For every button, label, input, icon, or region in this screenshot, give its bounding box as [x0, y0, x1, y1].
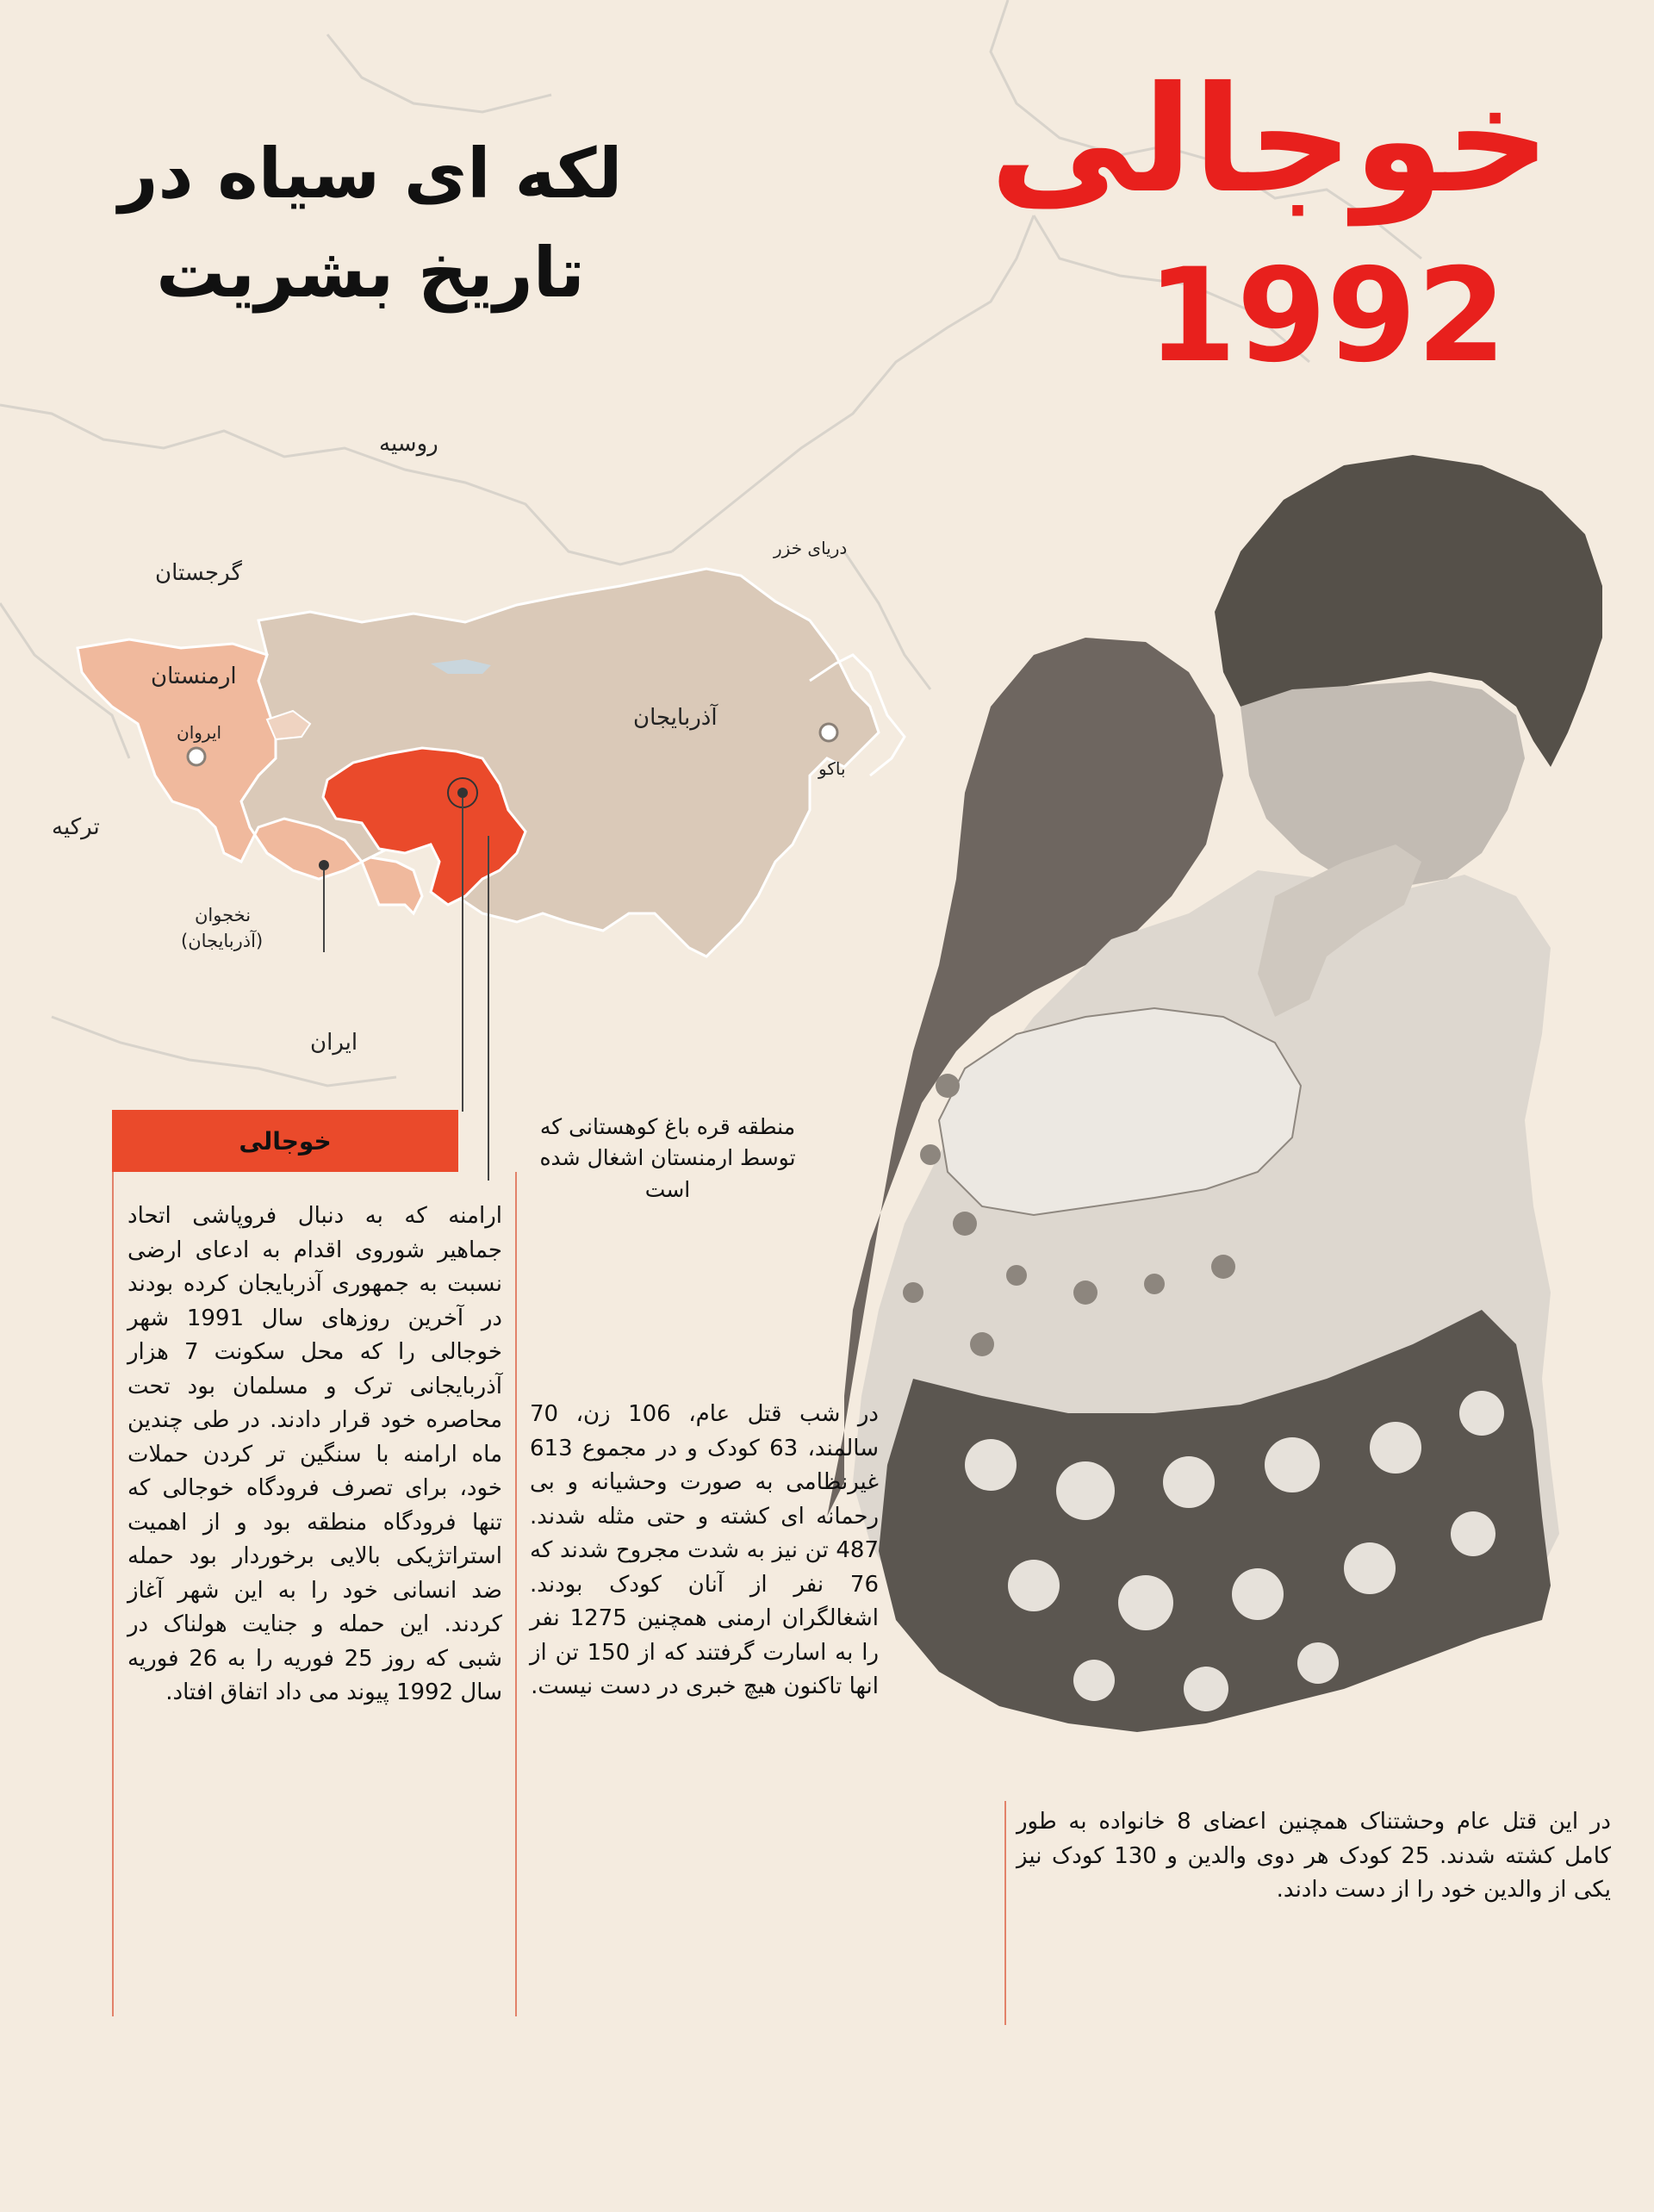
- label-russia: روسیه: [379, 431, 438, 457]
- text-column-2: در شب قتل عام، 106 زن، 70 سالمند، 63 کودک و در مجموع 613 غیرنظامی به صورت وحشیانه و بی رحمانه ای کشته و حتی مثله شدند. 487 تن نیز به شدت مجروح شدند که 76 نفر از آنان کودک بودند. اشغالگران ارمنی همچنین 1275 نفر را به اسارت گرفتند که از 150 تن از انها تاکنون هیچ خبری در دست نیست.: [530, 1401, 880, 1700]
- azerbaijan-region: [241, 569, 879, 956]
- karabakh-note: [521, 1112, 814, 1206]
- nakhchivan-marker: [319, 860, 329, 870]
- label-turkey: ترکیه: [52, 814, 100, 840]
- baku-marker: [820, 724, 837, 741]
- label-nakhchivan-country: (آذربایجان): [181, 931, 264, 951]
- karabakh-note-line-1: منطقه قره باغ کوهستانی که: [539, 1114, 796, 1139]
- label-azerbaijan: آذربایجان: [633, 705, 718, 731]
- karabakh-note-line-2: توسط ارمنستان اشغال شده: [539, 1145, 796, 1171]
- khojaly-marker: [457, 788, 468, 798]
- label-georgia: گرجستان: [155, 560, 242, 586]
- text-column-1: ارامنه که به دنبال فروپاشی اتحاد جماهیر شوروی اقدام به ادعای ارضی نسبت به جمهوری آذربایجان کرده بودند در آخرین روزهای سال 1991 شهر خوجالی را که محل سکونت 7 هزار آذربایجانی ترک و مسلمان بود تحت محاصره خود قرار دادند. در طی چندین ماه ارامنه با سنگین تر کردن حملات خود، برای تصرف فرودگاه خوجالی که تنها فرودگاه منطقه بود و از اهمیت استراتژیکی بالایی برخوردار بود حمله ضد انسانی خود را به این شهر آغاز کردند. این حمله و جنایت هولناک در شبی که روز 25 فوریه را به 26 فوریه سال 1992 پیوند می داد اتفاق افتاد.: [127, 1203, 502, 1706]
- label-yerevan: ایروان: [177, 722, 222, 743]
- title-year: 1992: [1147, 241, 1507, 391]
- label-iran: ایران: [310, 1030, 358, 1056]
- subtitle-line-1: لکه ای سیاه در: [118, 134, 623, 214]
- khojaly-header-box: خوجالی: [112, 1110, 458, 1172]
- label-caspian: دریای خزر: [774, 538, 848, 558]
- label-armenia: ارمنستان: [151, 664, 237, 689]
- title-name: خوجالی: [989, 55, 1551, 226]
- text-column-3: در این قتل عام وحشتناک همچنین اعضای 8 خانواده به طور کامل کشته شدند. 25 کودک هر دوی والدین و 130 کودک نیز یکی از والدین خود را از دست دادند.: [1017, 1809, 1611, 1904]
- column-1-left-line: [112, 1172, 114, 2016]
- label-nakhchivan: نخجوان: [195, 905, 252, 925]
- column-1-right-line: [515, 1172, 517, 2016]
- karabakh-note-line-3: است: [644, 1176, 691, 1202]
- yerevan-marker: [188, 748, 205, 765]
- children-photo: [827, 455, 1602, 1732]
- subtitle-line-2: تاریخ بشریت: [156, 233, 585, 313]
- column-3-line: [1004, 1801, 1006, 2025]
- label-baku: باکو: [818, 758, 846, 779]
